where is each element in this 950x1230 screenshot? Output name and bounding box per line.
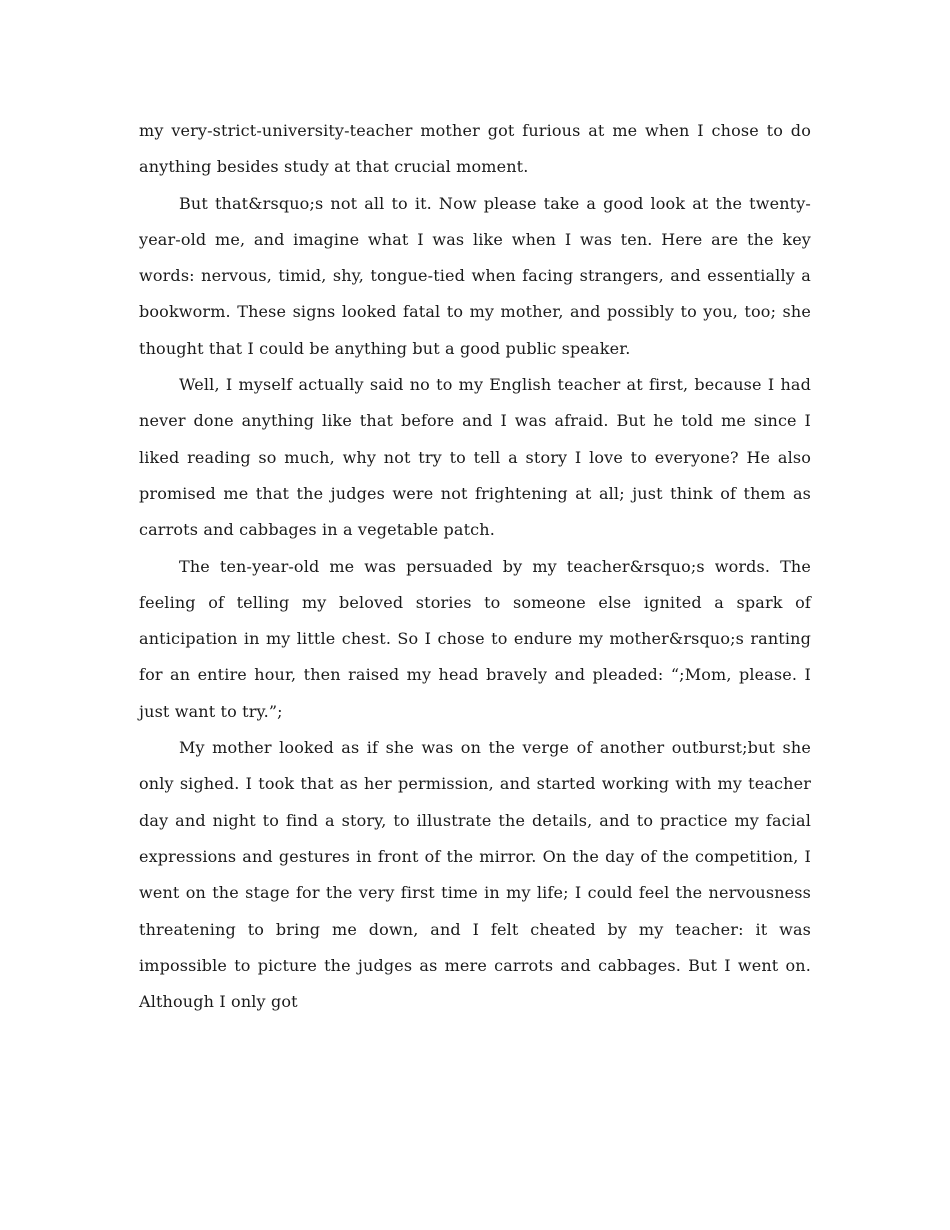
- paragraph-2: But that&rsquo;s not all to it. Now please take a good look at the twenty-year-old me, and imagine what I was like when I was ten. Here are the key words: nervous, timid, shy, tongue-tied when facing strangers, and essentially a bookworm. These signs looked fatal to my mother, and possibly to you, too; she thought that I could be anything but a good public speaker.: [139, 193, 811, 358]
- document-body: [139, 113, 811, 1020]
- paragraph-continuation: my very-strict-university-teacher mother got furious at me when I chose to do anything besides study at that crucial moment.: [139, 121, 811, 177]
- paragraph-4: The ten-year-old me was persuaded by my teacher&rsquo;s words. The feeling of telling my beloved stories to someone else ignited a spark of anticipation in my little chest. So I chose to endure my mother&rsquo;s ranting for an entire hour, then raised my head bravely and pleaded: “;Mom, please. I just want to try.”;: [139, 556, 811, 721]
- paragraph-5: My mother looked as if she was on the verge of another outburst;but she only sighed. I took that as her permission, and started working with my teacher day and night to find a story, to illustrate the details, and to practice my facial expressions and gestures in front of the mirror. On the day of the competition, I went on the stage for the very first time in my life; I could feel the nervousness threatening to bring me down, and I felt cheated by my teacher: it was impossible to picture the judges as mere carrots and cabbages. But I went on. Although I only got: [139, 738, 811, 1012]
- paragraph-3: Well, I myself actually said no to my English teacher at first, because I had never done anything like that before and I was afraid. But he told me since I liked reading so much, why not try to tell a story I love to everyone? He also promised me that the judges were not frightening at all; just think of them as carrots and cabbages in a vegetable patch.: [139, 375, 811, 540]
